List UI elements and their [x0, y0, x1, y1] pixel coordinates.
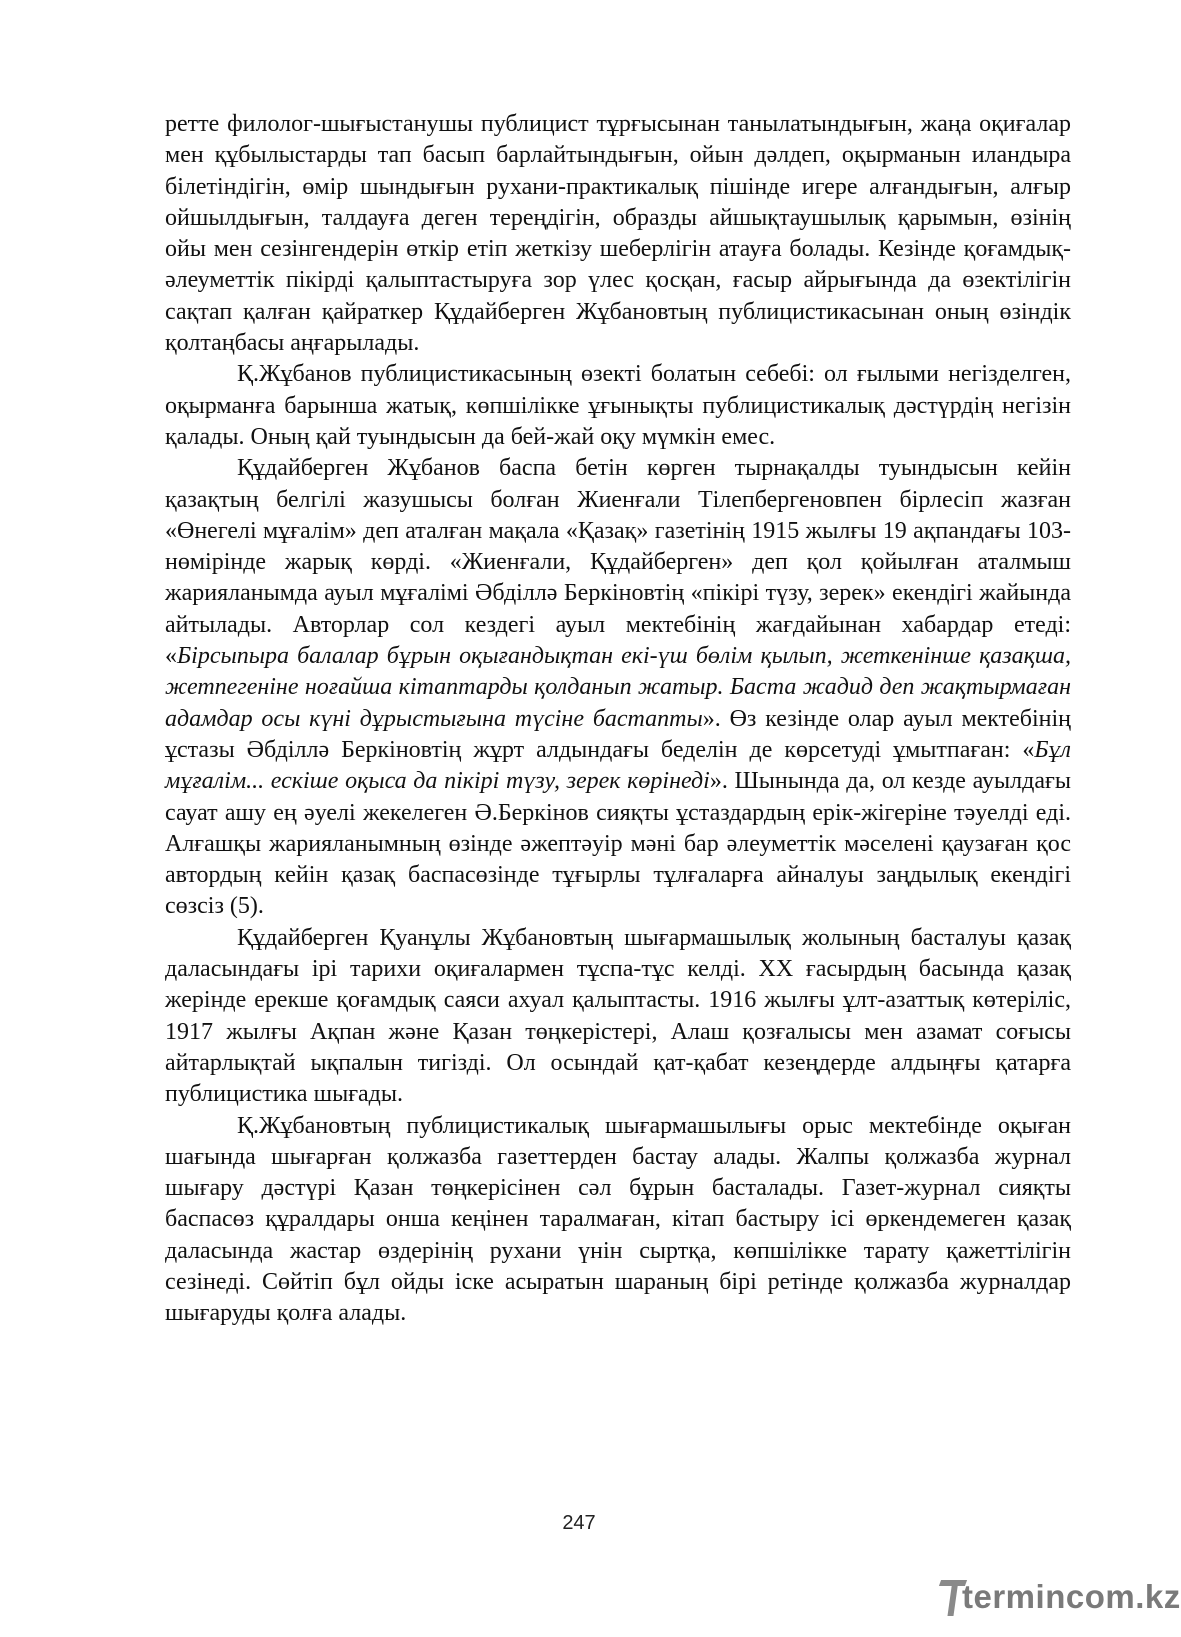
paragraph-3-quote-2: Бұл мұғалім... ескіше оқыса да пікірі түзу, зерек көрінеді: [165, 736, 1071, 795]
paragraph-3-text-c: ». Шынында да, ол кезде ауылдағы сауат ашу ең әуелі жекелеген Ә.Беркінов сияқты ұстаздардың ерік-жігеріне тәуелді еді. Алғашқы жарияланымның өзінде әжептәуір мәні бар әлеуметтік мәселені қаузаған қос автордың кейін қазақ баспасөзінде тұғырлы тұлғаларға айналуы заңдылық екендігі сөзсіз (5).: [165, 768, 1071, 920]
paragraph-3: [165, 453, 1071, 922]
paragraph-3-text-b: ». Өз кезінде олар ауыл мектебінің ұстазы Әбділлә Беркіновтің жұрт алдындағы беделін де көрсетуді ұмытпаған: «: [165, 705, 1071, 763]
paragraph-2: [165, 359, 1071, 453]
paragraph-5-text: Қ.Жұбановтың публицистикалық шығармашылығы орыс мектебінде оқыған шағында шығарған қолжазба газеттерден бастау алады. Жалпы қолжазба журнал шығару дәстүрі Қазан төңкерісінен сәл бұрын басталады. Газет-журнал сияқты баспасөз құралдары онша кеңінен таралмаған, кітап бастыру ісі өркендемеген қазақ даласында жастар өздерінің рухани үнін сыртқа, көпшілікке тарату қажеттілігін сезінеді. Сөйтіп бұл ойды іске асыратын шараның бірі ретінде қолжазба журналдар шығаруды қолға алады.: [165, 1112, 1071, 1327]
paragraph-5: [165, 1111, 1071, 1330]
paragraph-3-quote-1: Бірсыпыра балалар бұрын оқығандықтан екі-үш бөлім қылып, жеткенінше қазақша, жетпегеніне ноғайша кітаптарды қолданып жатыр. Баста жадид деп жақтырмаған адамдар осы күні дұрыстығына түсіне бастапты: [165, 643, 1071, 732]
paragraph-1: [165, 109, 1071, 359]
watermark-logo: [940, 1576, 1181, 1622]
document-body: [165, 109, 1071, 1330]
paragraph-1-text: ретте филолог-шығыстанушы публицист тұрғысынан танылатындығын, жаңа оқиғалар мен құбылыстарды тап басып барлайтындығын, ойын дәлдеп, оқырманын иландыра білетіндігін, өмір шындығын рухани-практикалық пішінде игере алғандығын, алғыр ойшылдығын, талдауға деген тереңдігін, образды айшықтаушылық қарымын, өзінің ойы мен сезінгендерін өткір етіп жеткізу шеберлігін атауға болады. Кезінде қоғамдық-әлеуметтік пікірді қалыптастыруға зор үлес қосқан, ғасыр айрығында да өзектілігін сақтап қалған қайраткер Құдайберген Жұбановтың публицистикасынан оның өзіндік қолтаңбасы аңғарылады.: [165, 111, 1071, 357]
watermark-text: termincom.kz: [962, 1578, 1181, 1615]
paragraph-4-text: Құдайберген Қуанұлы Жұбановтың шығармашылық жолының басталуы қазақ даласындағы ірі тарихи оқиғалармен тұспа-тұс келді. ХХ ғасырдың басында қазақ жерінде ерекше қоғамдық саяси ахуал қалыптасты. 1916 жылғы ұлт-азаттық көтеріліс, 1917 жылғы Ақпан және Қазан төңкерістері, Алаш қозғалысы мен азамат соғысы айтарлықтай ықпалын тигізді. Ол осындай қат-қабат кезеңдерде алдыңғы қатарға публицистика шығады.: [165, 924, 1071, 1108]
paragraph-3-text-a: Құдайберген Жұбанов баспа бетін көрген тырнақалды туындысын кейін қазақтың белгілі жазушысы болған Жиенғали Тілепбергеновпен бірлесіп жазған «Өнегелі мұғалім» деп аталған мақала «Қазақ» газетінің 1915 жылғы 19 ақпандағы 103-нөмірінде жарық көрді. «Жиенғали, Құдайберген» деп қол қойылған аталмыш жарияланымда ауыл мұғалімі Әбділлә Беркіновтің «пікірі түзу, зерек» екендігі жайында айтылады. Авторлар сол кездегі ауыл мектебінің жағдайынан хабардар етеді: «: [165, 455, 1071, 670]
paragraph-2-text: Қ.Жұбанов публицистикасының өзекті болатын себебі: ол ғылыми негізделген, оқырманға барынша жатық, көпшілікке ұғынықты публицистикалық дәстүрдің негізін қалады. Оның қай туындысын да бей-жай оқу мүмкін емес.: [165, 361, 1071, 450]
paragraph-4: [165, 923, 1071, 1111]
page-number: 247: [562, 1512, 596, 1534]
